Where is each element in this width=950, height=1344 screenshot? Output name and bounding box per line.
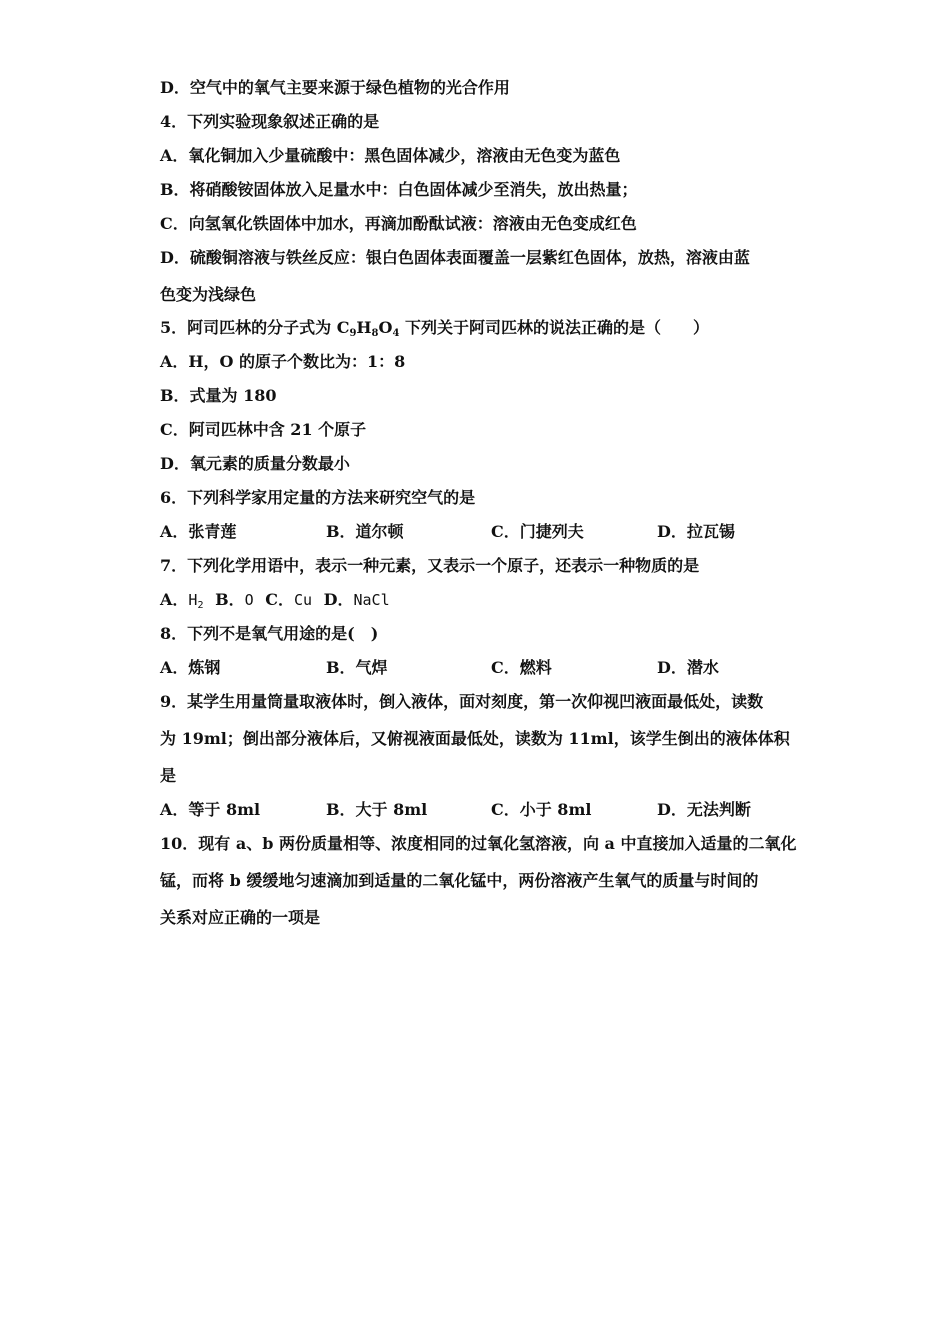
- q9-stem-line1: 9．某学生用量筒量取液体时，倒入液体，面对刻度，第一次仰视凹液面最低处，读数: [160, 692, 764, 711]
- q4-option-a: A．氧化铜加入少量硫酸中：黑色固体减少，溶液由无色变为蓝色: [160, 146, 621, 165]
- q10-stem-line2: 锰，而将 b 缓缓地匀速滴加到适量的二氧化锰中，两份溶液产生氧气的质量与时间的: [160, 871, 759, 890]
- q8-option-c: C．燃料: [491, 658, 552, 677]
- q6-option-b: B．道尔顿: [326, 522, 404, 541]
- formula-o: O: [378, 318, 393, 337]
- q5-option-b: B．式量为 180: [160, 386, 277, 405]
- q7-option-d-value: NaCl: [353, 591, 390, 609]
- q4-option-d-line1: D．硫酸铜溶液与铁丝反应：银白色固体表面覆盖一层紫红色固体，放热，溶液由蓝: [160, 248, 750, 267]
- q7-option-c-label: C．: [265, 590, 294, 609]
- q3-option-d: D．空气中的氧气主要来源于绿色植物的光合作用: [160, 78, 510, 97]
- q7-option-a-value: H: [188, 591, 198, 609]
- q5-option-a: A．H，O 的原子个数比为：1：8: [160, 352, 406, 371]
- q7-stem: 7．下列化学用语中，表示一种元素，又表示一个原子，还表示一种物质的是: [160, 556, 700, 575]
- q4-option-d-line2: 色变为浅绿色: [160, 285, 257, 304]
- q6-stem: 6．下列科学家用定量的方法来研究空气的是: [160, 488, 476, 507]
- q7-option-a-label: A．: [160, 590, 189, 609]
- q9-stem-line2: 为 19ml；倒出部分液体后，又俯视液面最低处，读数为 11ml，该学生倒出的液体体积: [160, 729, 790, 748]
- q5-stem-post: 下列关于阿司匹林的说法正确的是（ ）: [399, 318, 709, 337]
- q4-option-b: B．将硝酸铵固体放入足量水中：白色固体减少至消失，放出热量；: [160, 180, 638, 199]
- q10-stem-line3: 关系对应正确的一项是: [160, 908, 321, 927]
- formula-sub-4: 4: [392, 328, 400, 339]
- q4-option-c: C．向氢氧化铁固体中加水，再滴加酚酞试液：溶液由无色变成红色: [160, 214, 637, 233]
- formula-h: H: [356, 318, 372, 337]
- q8-option-a: A．炼钢: [160, 658, 221, 677]
- q7-option-d-label: D．: [323, 590, 354, 609]
- q7-option-a-sub: 2: [197, 600, 204, 611]
- q5-option-c: C．阿司匹林中含 21 个原子: [160, 420, 367, 439]
- q4-stem: 4．下列实验现象叙述正确的是: [160, 112, 380, 131]
- q9-option-c: C．小于 8ml: [491, 800, 592, 819]
- q8-option-d: D．潜水: [657, 658, 719, 677]
- q7-option-b-value: O: [244, 591, 254, 609]
- q6-option-c: C．门捷列夫: [491, 522, 584, 541]
- q7-option-c-value: Cu: [293, 591, 313, 609]
- q6-option-a: A．张青莲: [160, 522, 237, 541]
- q5-option-d: D．氧元素的质量分数最小: [160, 454, 350, 473]
- q9-option-b: B．大于 8ml: [326, 800, 428, 819]
- q7-option-b-label: B．: [215, 590, 245, 609]
- q9-option-d: D．无法判断: [657, 800, 751, 819]
- q6-option-d: D．拉瓦锡: [657, 522, 735, 541]
- q7-options: [160, 589, 390, 617]
- q9-options: [160, 799, 800, 821]
- q8-options: [160, 657, 800, 679]
- q8-stem: 8．下列不是氧气用途的是( ): [160, 624, 379, 643]
- formula-sub-9: 9: [349, 328, 357, 339]
- q6-options: [160, 521, 800, 543]
- formula-sub-8: 8: [371, 328, 379, 339]
- q5-stem: [160, 317, 709, 345]
- q9-stem-line3: 是: [160, 766, 177, 785]
- q9-option-a: A．等于 8ml: [160, 800, 261, 819]
- q8-option-b: B．气焊: [326, 658, 388, 677]
- q10-stem-line1: 10．现有 a、b 两份质量相等、浓度相同的过氧化氢溶液，向 a 中直接加入适量的二氧化: [160, 834, 797, 853]
- q5-stem-pre: 5．阿司匹林的分子式为 C: [160, 318, 350, 337]
